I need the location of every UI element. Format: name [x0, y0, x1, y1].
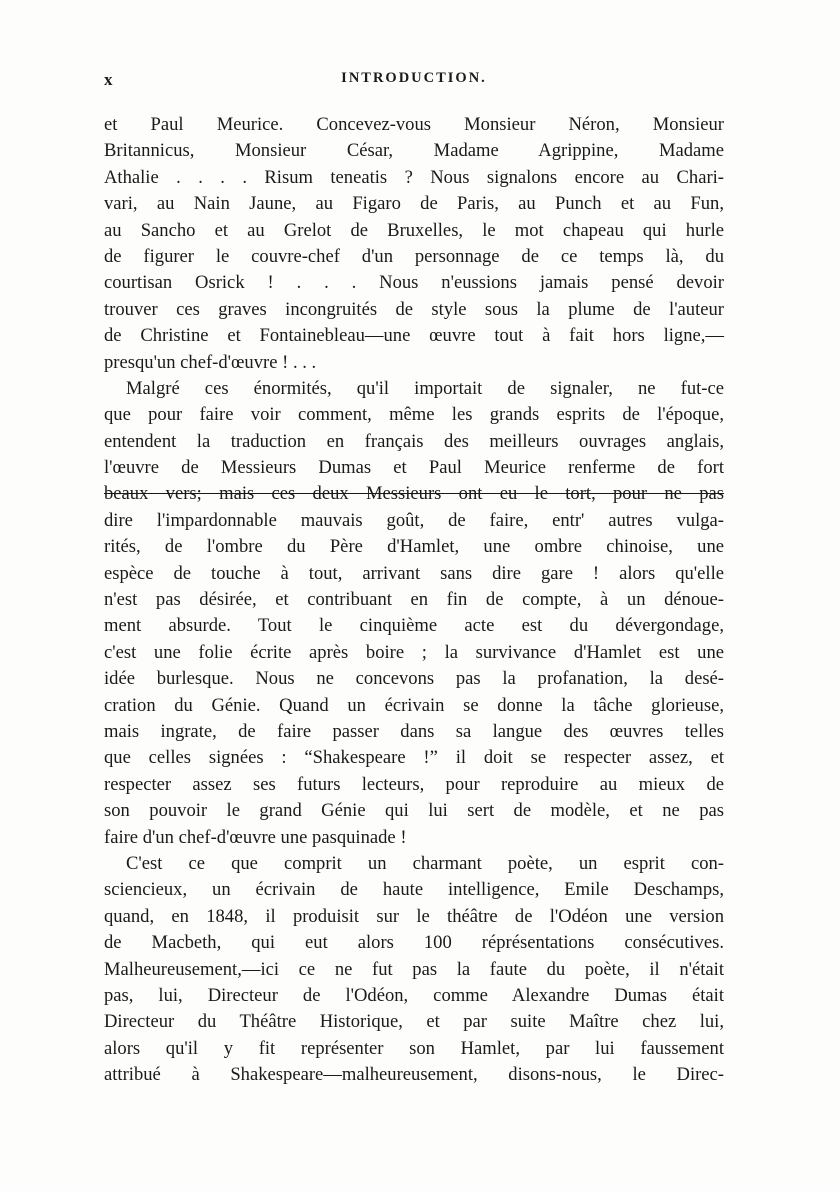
page-number: x — [104, 70, 114, 89]
text-line: espèce de touche à tout, arrivant sans dire gare ! alors qu'elle — [104, 562, 724, 584]
text-line: mais ingrate, de faire passer dans sa langue des œuvres telles — [104, 720, 724, 742]
text-line: Britannicus, Monsieur César, Madame Agrippine, Madame — [104, 140, 724, 162]
text-line: de Christine et Fontainebleau—une œuvre tout à fait hors ligne,— — [104, 325, 724, 347]
text-line: faire d'un chef-d'œuvre une pasquinade ! — [104, 826, 407, 848]
text-line: vari, au Nain Jaune, au Figaro de Paris, au Punch et au Fun, — [104, 193, 724, 215]
text-line: entendent la traduction en français des meilleurs ouvrages anglais, — [104, 430, 724, 452]
running-head: INTRODUCTION. — [341, 70, 487, 86]
text-line: trouver ces graves incongruités de style sous la plume de l'auteur — [104, 298, 724, 320]
page-header — [104, 70, 724, 96]
text-line: Directeur du Théâtre Historique, et par suite Maître chez lui, — [104, 1011, 724, 1033]
text-line-struck: beaux vers; mais ces deux Messieurs ont eu le tort, pour ne pas — [104, 483, 724, 505]
text-line: sciencieux, un écrivain de haute intelligence, Emile Deschamps, — [104, 879, 724, 901]
text-line: pas, lui, Directeur de l'Odéon, comme Alexandre Dumas était — [104, 984, 724, 1006]
text-line: quand, en 1848, il produisit sur le théâtre de l'Odéon une version — [104, 905, 724, 927]
text-line: idée burlesque. Nous ne concevons pas la profanation, la desé- — [104, 668, 724, 690]
text-line: attribué à Shakespeare—malheureusement, disons-nous, le Direc- — [104, 1064, 724, 1086]
text-line: c'est une folie écrite après boire ; la survivance d'Hamlet est une — [104, 641, 724, 663]
text-line: que pour faire voir comment, même les grands esprits de l'époque, — [104, 404, 724, 426]
text-line: C'est ce que comprit un charmant poète, un esprit con- — [126, 852, 724, 874]
text-line: son pouvoir le grand Génie qui lui sert de modèle, et ne pas — [104, 800, 724, 822]
text-line: Athalie . . . . Risum teneatis ? Nous signalons encore au Chari- — [104, 166, 724, 188]
text-line: et Paul Meurice. Concevez-vous Monsieur Néron, Monsieur — [104, 114, 724, 135]
text-line: respecter assez ses futurs lecteurs, pour reproduire au mieux de — [104, 773, 724, 795]
body-text — [104, 112, 724, 1088]
text-line: presqu'un chef-d'œuvre ! . . . — [104, 351, 317, 373]
text-line: n'est pas désirée, et contribuant en fin de compte, à un dénoue- — [104, 589, 724, 611]
text-line: rités, de l'ombre du Père d'Hamlet, une ombre chinoise, une — [104, 536, 724, 558]
text-line: courtisan Osrick ! . . . Nous n'eussions jamais pensé devoir — [104, 272, 724, 294]
text-line: l'œuvre de Messieurs Dumas et Paul Meurice renferme de fort — [104, 457, 724, 479]
text-line: que celles signées : “Shakespeare !” il doit se respecter assez, et — [104, 747, 724, 769]
text-line: au Sancho et au Grelot de Bruxelles, le mot chapeau qui hurle — [104, 219, 724, 241]
text-line: de figurer le couvre-chef d'un personnage de ce temps là, du — [104, 245, 724, 267]
text-line: Malgré ces énormités, qu'il importait de signaler, ne fut-ce — [126, 377, 724, 399]
text-line: ment absurde. Tout le cinquième acte est du dévergondage, — [104, 615, 724, 637]
text-line: de Macbeth, qui eut alors 100 réprésentations consécutives. — [104, 932, 724, 954]
text-line: alors qu'il y fit représenter son Hamlet, par lui faussement — [104, 1037, 724, 1059]
text-line: dire l'impardonnable mauvais goût, de faire, entr' autres vulga- — [104, 509, 724, 531]
text-line: cration du Génie. Quand un écrivain se donne la tâche glorieuse, — [104, 694, 724, 716]
text-line: Malheureusement,—ici ce ne fut pas la faute du poète, il n'était — [104, 958, 724, 980]
